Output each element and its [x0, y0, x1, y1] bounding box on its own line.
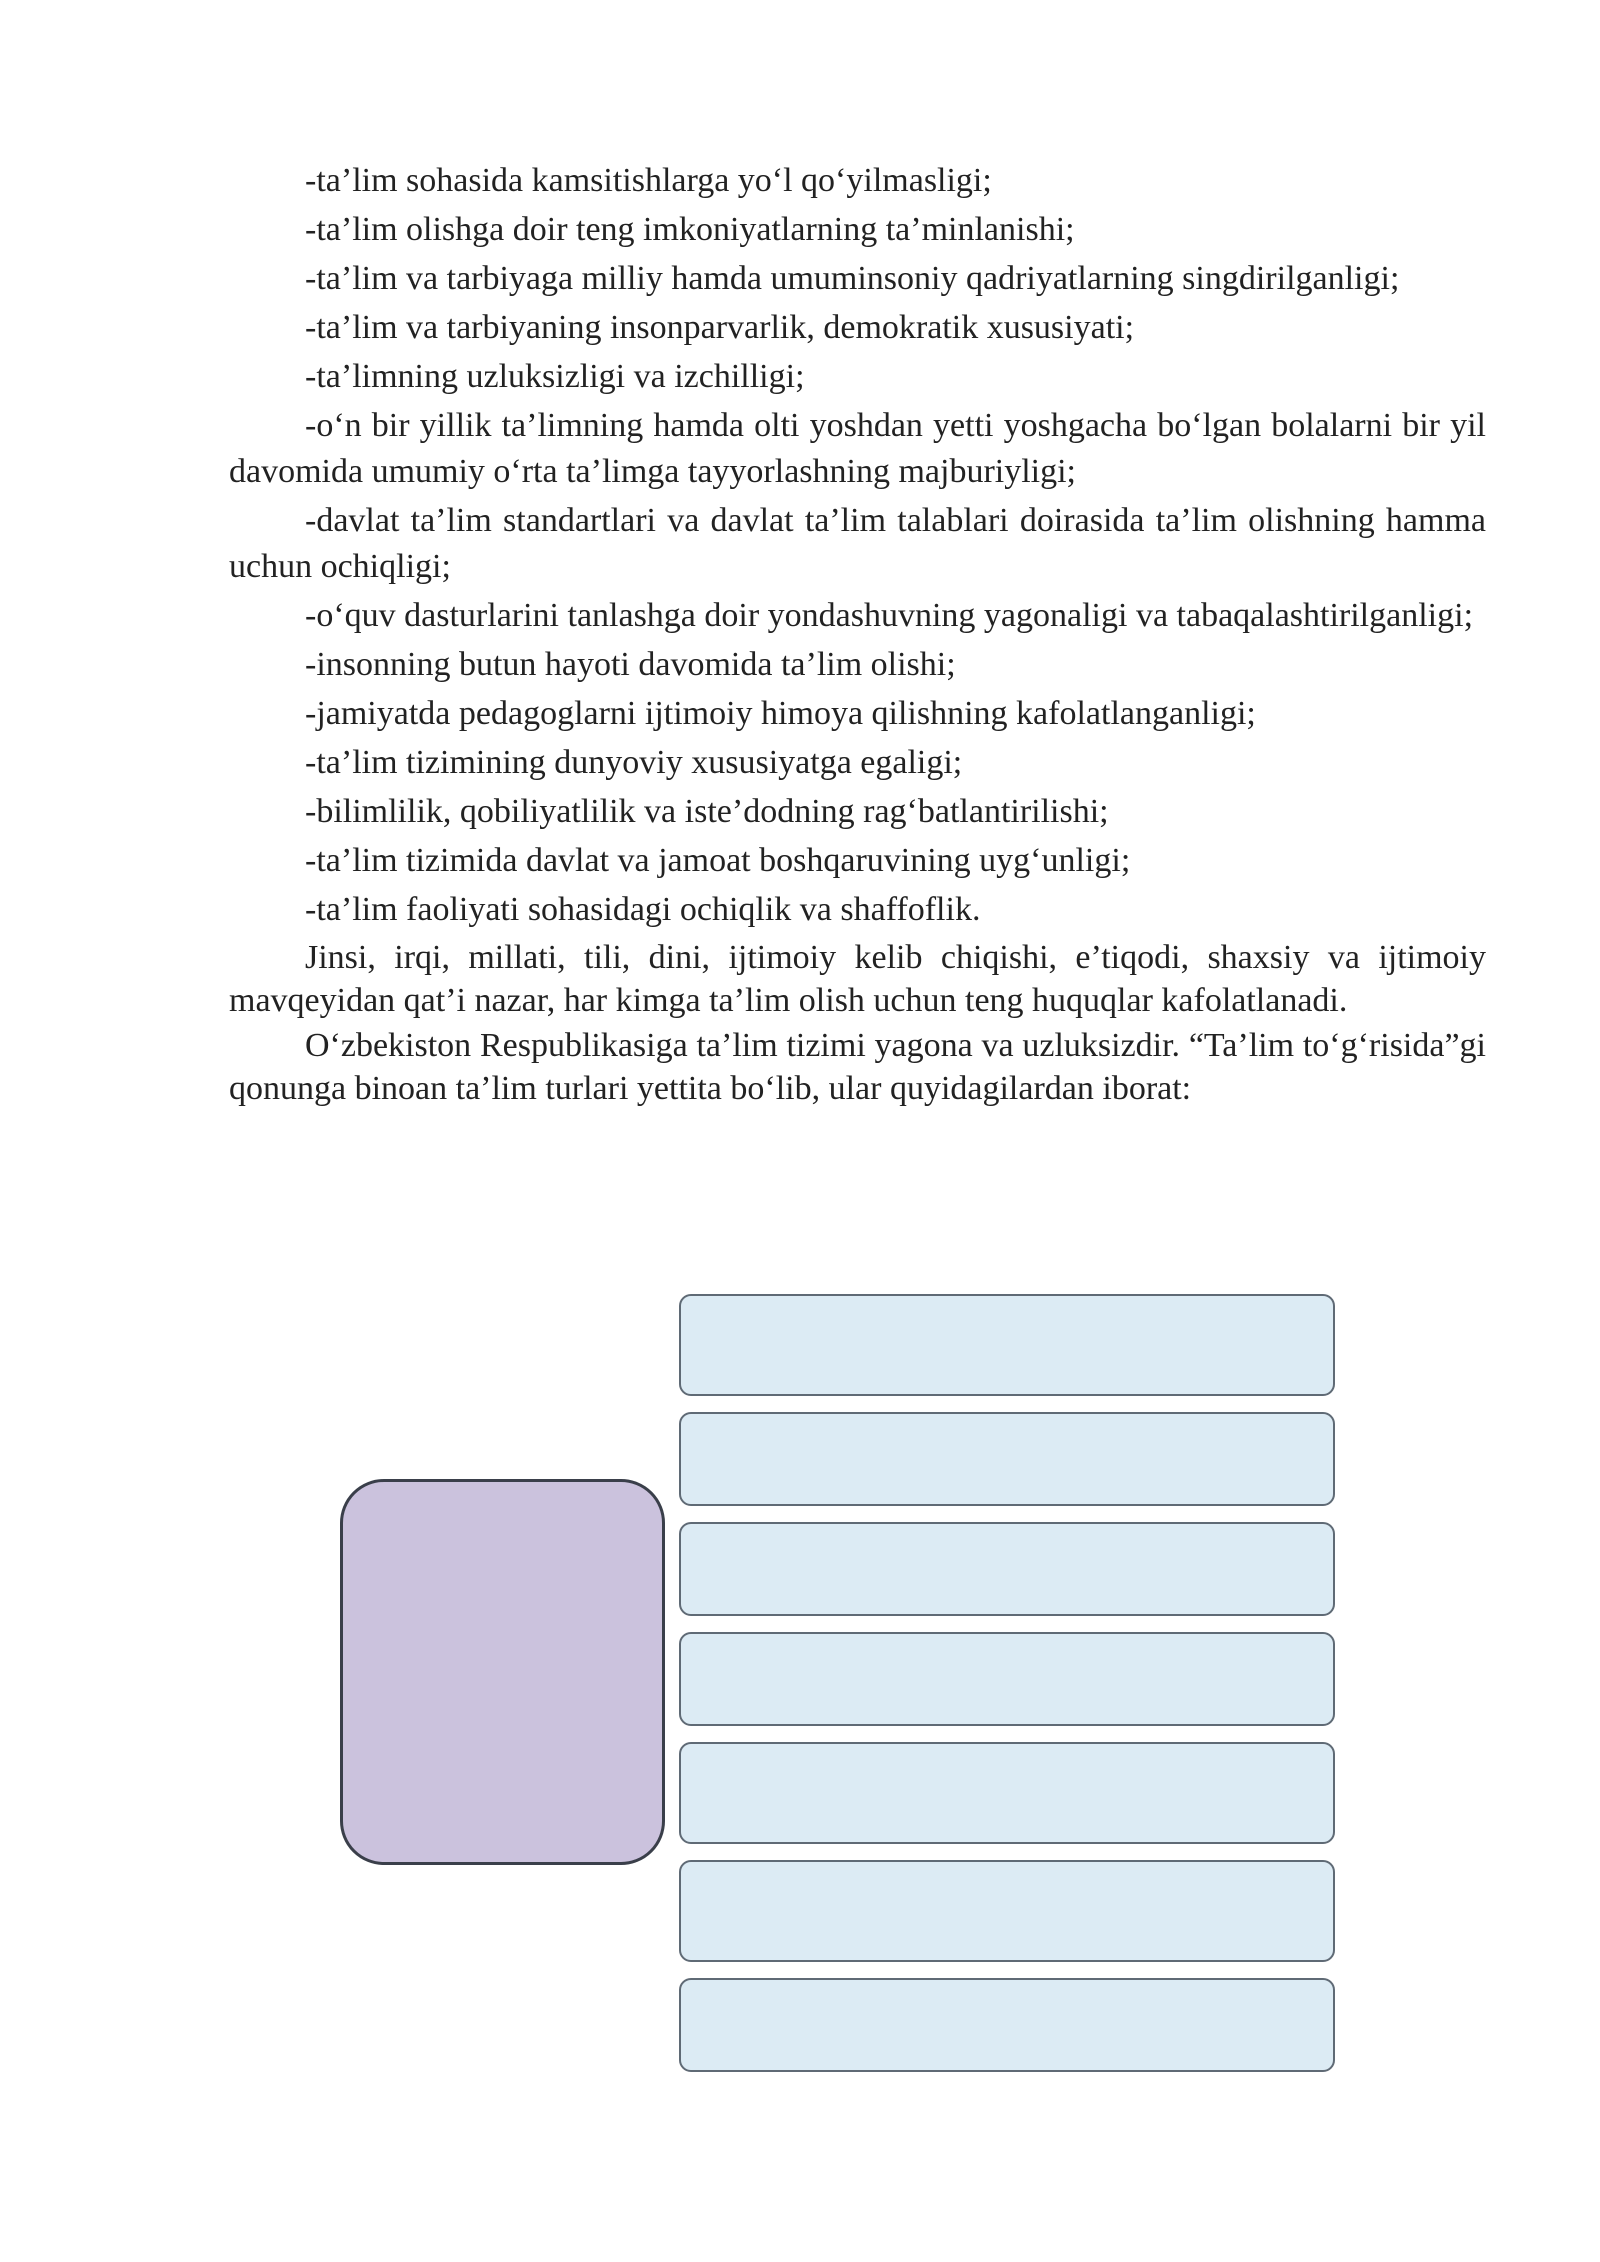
principle-text: ta’lim tizimida davlat va jamoat boshqaruvining uyg‘unligi;	[316, 842, 1131, 879]
diagram-type-box	[679, 1978, 1335, 2072]
principle-item	[229, 207, 1486, 253]
principle-text: ta’lim olishga doir teng imkoniyatlarning ta’minlanishi;	[316, 211, 1075, 248]
principle-text: jamiyatda pedagoglarni ijtimoiy himoya qilishning kafolatlanganligi;	[316, 695, 1256, 732]
principle-item	[229, 158, 1486, 204]
principle-text: ta’lim faoliyati sohasidagi ochiqlik va shaffoflik.	[316, 891, 981, 928]
principle-item	[229, 498, 1486, 590]
principle-item	[229, 305, 1486, 351]
principle-text: ta’lim va tarbiyaning insonparvarlik, demokratik xususiyati;	[316, 309, 1135, 346]
principle-text: ta’lim tizimining dunyoviy xususiyatga egaligi;	[316, 744, 963, 781]
principle-item	[229, 740, 1486, 786]
principle-item	[229, 354, 1486, 400]
dash-marker: -	[305, 744, 317, 781]
body-paragraph: Jinsi, irqi, millati, tili, dini, ijtimoiy kelib chiqishi, e’tiqodi, shaxsiy va ijtimoiy mavqeyidan qat’i nazar, har kimga ta’lim olish uchun teng huquqlar kafolatlanadi.	[229, 939, 1486, 1019]
dash-marker: -	[305, 309, 317, 346]
principle-item	[229, 403, 1486, 495]
diagram-main-box	[340, 1479, 665, 1865]
diagram-type-box	[679, 1632, 1335, 1726]
dash-marker: -	[305, 358, 317, 395]
dash-marker: -	[305, 211, 317, 248]
principle-text: insonning butun hayoti davomida ta’lim olishi;	[316, 646, 956, 683]
dash-marker: -	[305, 842, 317, 879]
principle-item	[229, 838, 1486, 884]
principle-item	[229, 887, 1486, 933]
principle-text: o‘quv dasturlarini tanlashga doir yondashuvning yagonaligi va tabaqalashtirilganligi;	[316, 597, 1474, 634]
document-body	[229, 158, 1486, 1112]
dash-marker: -	[305, 597, 317, 634]
diagram-type-box	[679, 1742, 1335, 1844]
principle-item	[229, 593, 1486, 639]
dash-marker: -	[305, 407, 317, 444]
dash-marker: -	[305, 891, 317, 928]
dash-marker: -	[305, 646, 317, 683]
dash-marker: -	[305, 260, 317, 297]
dash-marker: -	[305, 793, 317, 830]
diagram-type-box	[679, 1412, 1335, 1506]
body-paragraph: O‘zbekiston Respublikasiga ta’lim tizimi yagona va uzluksizdir. “Ta’lim to‘g‘risida”gi qonunga binoan ta’lim turlari yettita bo‘lib, ular quyidagilardan iborat:	[229, 1027, 1486, 1107]
principle-item	[229, 642, 1486, 688]
diagram-type-box	[679, 1522, 1335, 1616]
principle-text: ta’lim va tarbiyaga milliy hamda umuminsoniy qadriyatlarning singdirilganligi;	[316, 260, 1400, 297]
principle-text: ta’lim sohasida kamsitishlarga yo‘l qo‘yilmasligi;	[316, 162, 992, 199]
principle-text: o‘n bir yillik ta’limning hamda olti yoshdan yetti yoshgacha bo‘lgan bolalarni bir yil davomida umumiy o‘rta ta’limga tayyorlashning majburiyligi;	[229, 407, 1486, 490]
principle-item	[229, 691, 1486, 737]
dash-marker: -	[305, 502, 317, 539]
principle-text: davlat ta’lim standartlari va davlat ta’lim talablari doirasida ta’lim olishning hamma uchun ochiqligi;	[229, 502, 1486, 585]
principle-text: bilimlilik, qobiliyatlilik va iste’dodning rag‘batlantirilishi;	[316, 793, 1109, 830]
dash-marker: -	[305, 162, 317, 199]
dash-marker: -	[305, 695, 317, 732]
diagram-type-box	[679, 1860, 1335, 1962]
diagram-type-box	[679, 1294, 1335, 1396]
principle-item	[229, 256, 1486, 302]
principle-item	[229, 789, 1486, 835]
principle-text: ta’limning uzluksizligi va izchilligi;	[316, 358, 805, 395]
